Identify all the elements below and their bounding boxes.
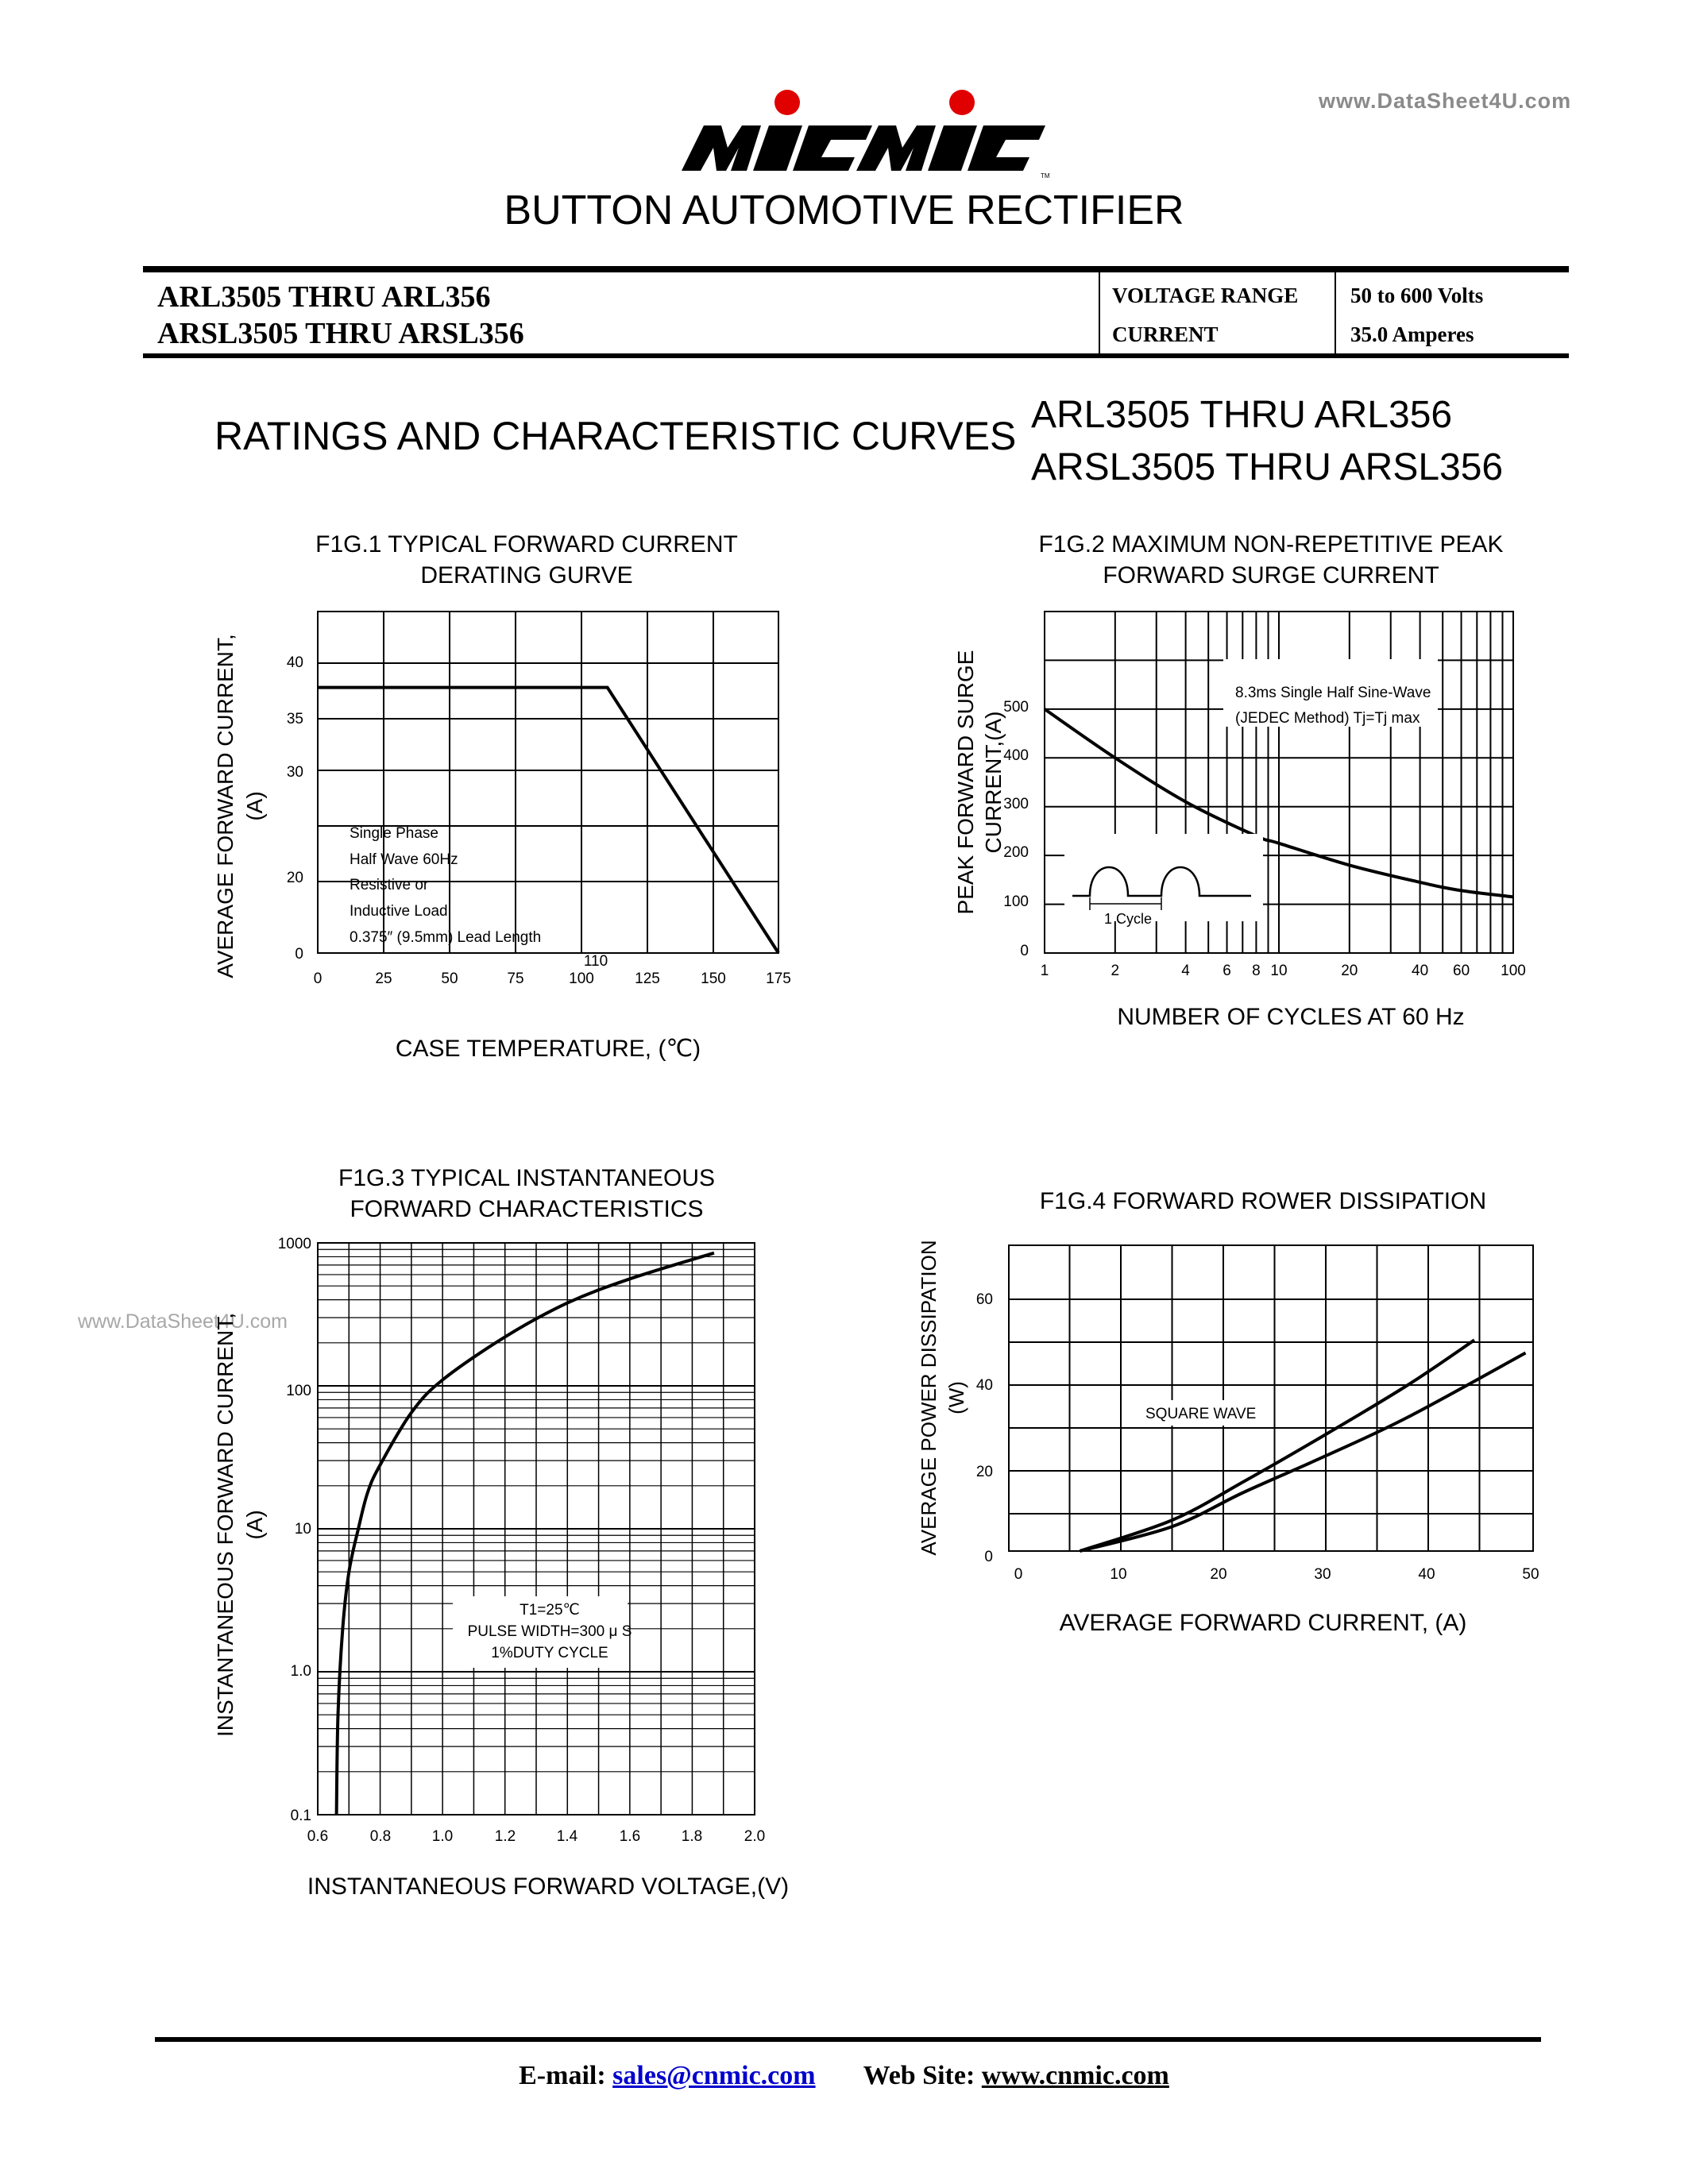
website-link[interactable]: www.cnmic.com — [981, 2061, 1169, 2090]
fig1-x-axis-label: CASE TEMPERATURE, (℃) — [395, 1036, 701, 1062]
email-label: E-mail: — [519, 2061, 613, 2090]
fig3-xtick: 1.6 — [619, 1828, 641, 1845]
fig2-xtick: 6 — [1223, 963, 1231, 979]
fig1-y-ticks — [287, 654, 303, 963]
fig2-note-line2: (JEDEC Method) Tj=Tj max — [1235, 710, 1420, 727]
fig1-xtick: 100 — [569, 970, 594, 987]
fig3-ytick: 0.1 — [290, 1808, 311, 1824]
fig1-ytick: 40 — [286, 654, 303, 671]
fig3-ytick: 1000 — [277, 1236, 311, 1252]
fig3-note-line3: 1%DUTY CYCLE — [491, 1645, 608, 1661]
fig4-xtick: 30 — [1314, 1566, 1331, 1583]
fig1-xtick: 150 — [701, 970, 726, 987]
fig4-xtick: 10 — [1110, 1566, 1127, 1583]
fig4-y-axis-label: AVERAGE POWER DISSIPATION — [917, 1240, 941, 1556]
fig2-cycle-label: 1 Cycle — [1103, 911, 1153, 927]
fig2-ytick: 500 — [1003, 699, 1029, 716]
voltage-range-label: VOLTAGE RANGE — [1112, 284, 1299, 307]
fig4-xtick: 40 — [1418, 1566, 1435, 1583]
header-divider — [1335, 272, 1336, 353]
fig2-y-axis-label-unit: CURRENT,(A) — [981, 711, 1006, 854]
section-part-line2: ARSL3505 THRU ARSL356 — [1031, 446, 1504, 488]
email-link[interactable]: sales@cnmic.com — [612, 2061, 816, 2090]
fig1-ytick: 35 — [286, 711, 303, 727]
watermark-left: www.DataSheet4U.com — [78, 1310, 288, 1333]
fig2-ytick: 300 — [1003, 796, 1029, 812]
fig4-ytick: 40 — [975, 1377, 993, 1394]
fig3-ytick: 1.0 — [290, 1663, 311, 1680]
fig1-ytick: 20 — [286, 870, 303, 886]
fig1-title-line1: F1G.1 TYPICAL FORWARD CURRENT — [315, 531, 738, 558]
fig1-xtick: 25 — [375, 970, 392, 987]
fig4-x-axis-label: AVERAGE FORWARD CURRENT, (A) — [1059, 1610, 1467, 1636]
fig4-y-axis-label-unit: (W) — [944, 1381, 968, 1414]
fig4-y-ticks — [976, 1291, 993, 1565]
fig4-grid — [1009, 1245, 1533, 1551]
fig4-xtick: 20 — [1210, 1566, 1227, 1583]
fig3-x-ticks — [307, 1828, 765, 1845]
fig3-title-line2: FORWARD CHARACTERISTICS — [350, 1196, 704, 1222]
fig3-y-axis-label: INSTANTANEOUS FORWARD CURRENT, — [213, 1312, 238, 1738]
fig2-ytick: 0 — [1020, 943, 1029, 959]
fig2-cycle-diagram — [1064, 834, 1263, 927]
header-top-rule — [143, 266, 1569, 272]
fig2-xtick: 10 — [1270, 963, 1288, 979]
fig2-ytick: 100 — [1003, 893, 1029, 910]
fig3-ytick: 10 — [294, 1521, 311, 1538]
fig1-grid — [318, 612, 778, 953]
fig3-grid — [318, 1243, 755, 1815]
fig1-ytick: 0 — [295, 946, 303, 963]
fig1-note-line: Inductive Load — [350, 903, 448, 920]
fig3-xtick: 0.8 — [369, 1828, 392, 1845]
fig1-knee-label: 110 — [583, 953, 608, 970]
website-label: Web Site: — [863, 2061, 982, 2090]
fig1-title-line2: DERATING GURVE — [420, 562, 633, 588]
fig3-ytick: 100 — [286, 1383, 311, 1399]
document-title: BUTTON AUTOMOTIVE RECTIFIER — [504, 187, 1184, 233]
fig2-y-ticks — [1003, 699, 1029, 959]
voltage-range-value: 50 to 600 Volts — [1350, 284, 1484, 307]
fig4-xtick: 50 — [1522, 1566, 1539, 1583]
fig3-note-line1: T1=25℃ — [520, 1602, 580, 1619]
fig1-ytick: 30 — [286, 764, 303, 781]
fig2-xtick: 60 — [1453, 963, 1470, 979]
fig4-series-label: SQUARE WAVE — [1145, 1406, 1257, 1422]
fig3-xtick: 1.8 — [681, 1828, 703, 1845]
fig3-x-axis-label: INSTANTANEOUS FORWARD VOLTAGE,(V) — [307, 1873, 790, 1900]
header-bottom-rule — [143, 353, 1569, 358]
fig2-chart — [937, 516, 1589, 1056]
fig3-xtick: 1.0 — [431, 1828, 454, 1845]
fig2-ytick: 400 — [1003, 747, 1029, 764]
fig1-xtick: 175 — [766, 970, 791, 987]
fig3-xtick: 2.0 — [744, 1828, 766, 1845]
fig2-title-line2: FORWARD SURGE CURRENT — [1103, 562, 1439, 588]
fig1-note-line: Half Wave 60Hz — [350, 851, 458, 868]
footer — [0, 2061, 1688, 2091]
section-title: RATINGS AND CHARACTERISTIC CURVES — [214, 414, 1017, 458]
fig1-xtick: 75 — [507, 970, 524, 987]
footer-rule — [155, 2037, 1541, 2042]
fig1-x-ticks — [314, 970, 791, 987]
fig2-xtick: 100 — [1501, 963, 1526, 979]
fig1-note-line: Single Phase — [350, 825, 438, 842]
fig2-xtick: 8 — [1252, 963, 1261, 979]
fig4-square-wave-curve — [1080, 1340, 1474, 1551]
fig3-xtick: 1.2 — [494, 1828, 516, 1845]
section-part-line1: ARL3505 THRU ARL356 — [1031, 394, 1453, 436]
part-number-line2: ARSL3505 THRU ARSL356 — [157, 317, 524, 350]
current-label: CURRENT — [1112, 322, 1219, 346]
fig2-xtick: 2 — [1111, 963, 1120, 979]
fig1-note-line: 0.375″ (9.5mm) Lead Length — [350, 929, 542, 946]
fig3-title-line1: F1G.3 TYPICAL INSTANTANEOUS — [338, 1165, 715, 1191]
section-part-numbers — [1031, 389, 1503, 494]
fig3-y-ticks — [278, 1236, 311, 1824]
fig1-chart — [199, 516, 834, 1088]
fig3-xtick: 0.6 — [307, 1828, 329, 1845]
fig1-note — [350, 825, 541, 946]
svg-text:TM: TM — [1041, 172, 1050, 179]
fig2-y-axis-label: PEAK FORWARD SURGE — [953, 650, 978, 915]
current-value: 35.0 Amperes — [1350, 322, 1474, 346]
fig4-title: F1G.4 FORWARD ROWER DISSIPATION — [1039, 1188, 1487, 1214]
fig3-forward-curve — [337, 1253, 714, 1815]
fig1-xtick: 50 — [441, 970, 458, 987]
fig2-note-line1: 8.3ms Single Half Sine-Wave — [1235, 685, 1431, 701]
fig3-note-line2: PULSE WIDTH=300 μ S — [467, 1623, 632, 1640]
fig4-ytick: 20 — [975, 1464, 993, 1480]
fig4-ytick: 0 — [984, 1549, 993, 1565]
header-divider — [1099, 272, 1100, 353]
fig2-xtick: 1 — [1040, 963, 1049, 979]
mic-logo — [682, 86, 1050, 181]
fig2-x-axis-label: NUMBER OF CYCLES AT 60 Hz — [1117, 1004, 1465, 1030]
fig2-title-line1: F1G.2 MAXIMUM NON-REPETITIVE PEAK — [1038, 531, 1504, 558]
fig1-y-axis-label-unit: (A) — [242, 791, 267, 821]
fig1-xtick: 0 — [313, 970, 323, 987]
fig2-xtick: 40 — [1412, 963, 1429, 979]
fig2-x-ticks — [1041, 963, 1526, 979]
fig4-chart — [898, 1175, 1573, 1652]
fig3-y-axis-label-unit: (A) — [242, 1510, 267, 1540]
watermark-top: www.DataSheet4U.com — [1319, 89, 1572, 113]
fig4-x-ticks — [1014, 1566, 1539, 1583]
fig2-xtick: 20 — [1341, 963, 1358, 979]
fig3-xtick: 1.4 — [556, 1828, 578, 1845]
fig4-second-curve — [1080, 1353, 1525, 1552]
fig4-ytick: 60 — [975, 1291, 993, 1308]
fig3-chart — [199, 1152, 834, 1906]
fig2-xtick: 4 — [1181, 963, 1190, 979]
fig1-y-axis-label: AVERAGE FORWARD CURRENT, — [213, 634, 238, 978]
fig2-ytick: 200 — [1003, 844, 1029, 861]
fig1-xtick: 125 — [635, 970, 660, 987]
fig4-xtick: 0 — [1014, 1566, 1023, 1583]
part-number-line1: ARL3505 THRU ARL356 — [157, 280, 491, 314]
fig1-note-line: Resistive or — [350, 877, 429, 893]
